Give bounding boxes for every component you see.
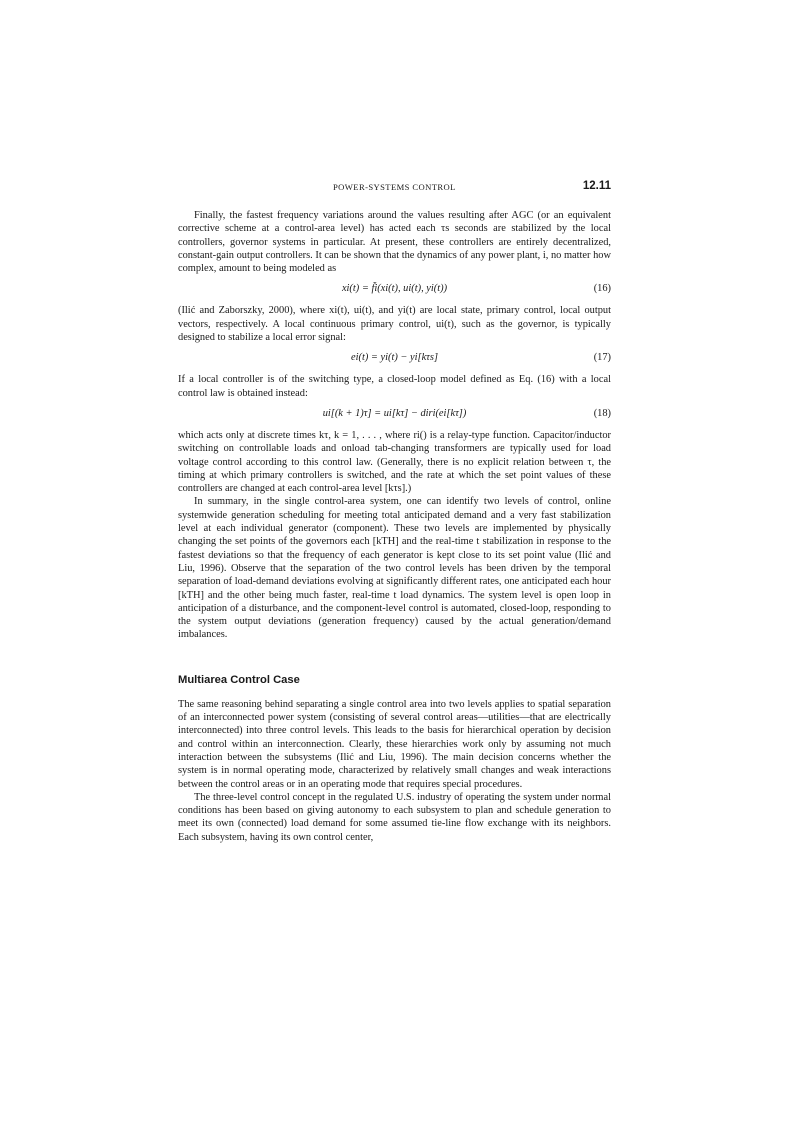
- page-number: 12.11: [582, 180, 611, 192]
- equation-17-body: ei(t) = yi(t) − yi[kτs]: [351, 352, 438, 364]
- equation-16: [178, 282, 611, 296]
- paragraph-5: In summary, in the single control-area system, one can identify two levels of control, online systemwide generation scheduling for meeting total anticipated demand and a very fast stabilization level at each individual generator (component). These two levels are implemented by physically changing the set points of the governors each [kTH] and the real-time t stabilization in response to the fastest deviations so that the frequency of each generator is kept close to its set point value (Ilić and Liu, 1996). Observe that the separation of the two control levels has been driven by the temporal separation of load-demand deviations evolving at significantly different rates, one anticipated each hour [kTH] and the other being much faster, real-time t load dynamics. The system level is open loop in anticipation of a disturbance, and the component-level control is automated, closed-loop, responding to the system output deviations (generation frequency) caused by the actual generation/demand imbalances.: [178, 496, 611, 641]
- equation-18: [178, 407, 611, 421]
- equation-17-number: (17): [593, 352, 611, 364]
- paragraph-6: The same reasoning behind separating a single control area into two levels applies to spatial separation of an interconnected power system (consisting of several control areas—utilities—that are electrically interconnected) into three control levels. This leads to the basis for hierarchical operation by decision and control within an interconnection. Clearly, these hierarchies work only by assuming not much interaction between the subsystems (Ilić and Liu, 1996). The main decision concerns whether the system is in normal operating mode, characterized by relatively small changes and weak interactions between the control areas or in an operating mode that requires special procedures.: [178, 698, 611, 790]
- equation-16-body: xi(t) = f̃i(xi(t), ui(t), yi(t)): [341, 283, 448, 295]
- paragraph-3: If a local controller is of the switching type, a closed-loop model defined as Eq. (16) with a local control law is obtained instead:: [178, 374, 611, 399]
- paragraph-1: Finally, the fastest frequency variations around the values resulting after AGC (or an equivalent corrective scheme at a control-area level) has acted each τs seconds are stabilized by the local controllers, governor systems in particular. At present, these controllers are entirely decentralized, constant-gain output controllers. It can be shown that the dynamics of any power plant, i, no matter how complex, amount to being modeled as: [178, 210, 611, 275]
- running-title: POWER-SYSTEMS CONTROL: [333, 182, 456, 192]
- paragraph-7: The three-level control concept in the regulated U.S. industry of operating the system under normal conditions has been based on giving autonomy to each subsystem to plan and schedule generation to meet its own (connected) load demand for some assumed tie-line flow exchange with its neighbors. Each subsystem, having its own control center,: [178, 791, 611, 843]
- equation-18-number: (18): [593, 407, 611, 419]
- section-heading: Multiarea Control Case: [178, 673, 300, 686]
- equation-17: [178, 351, 611, 365]
- paragraph-2: (Ilić and Zaborszky, 2000), where xi(t), ui(t), and yi(t) are local state, primary control, local output vectors, respectively. A local continuous primary control, ui(t), such as the governor, is typically designed to stabilize a local error signal:: [178, 305, 611, 344]
- running-head: [178, 180, 611, 196]
- page-content: [178, 180, 611, 844]
- equation-18-body: ui[(k + 1)τ] = ui[kτ] − diri(ei[kτ]): [322, 407, 467, 419]
- paragraph-4: which acts only at discrete times kτ, k = 1, . . . , where ri() is a relay-type function. Capacitor/inductor switching on controllable loads and onload tab-changing transformers are typically used for load voltage control according to this control law. (Generally, there is no explicit relation between τ, the timing at which primary controllers is switched, and the rate at which the set point values of these controllers are changed at each control-area level [kτs].): [178, 429, 611, 495]
- equation-16-number: (16): [593, 283, 611, 295]
